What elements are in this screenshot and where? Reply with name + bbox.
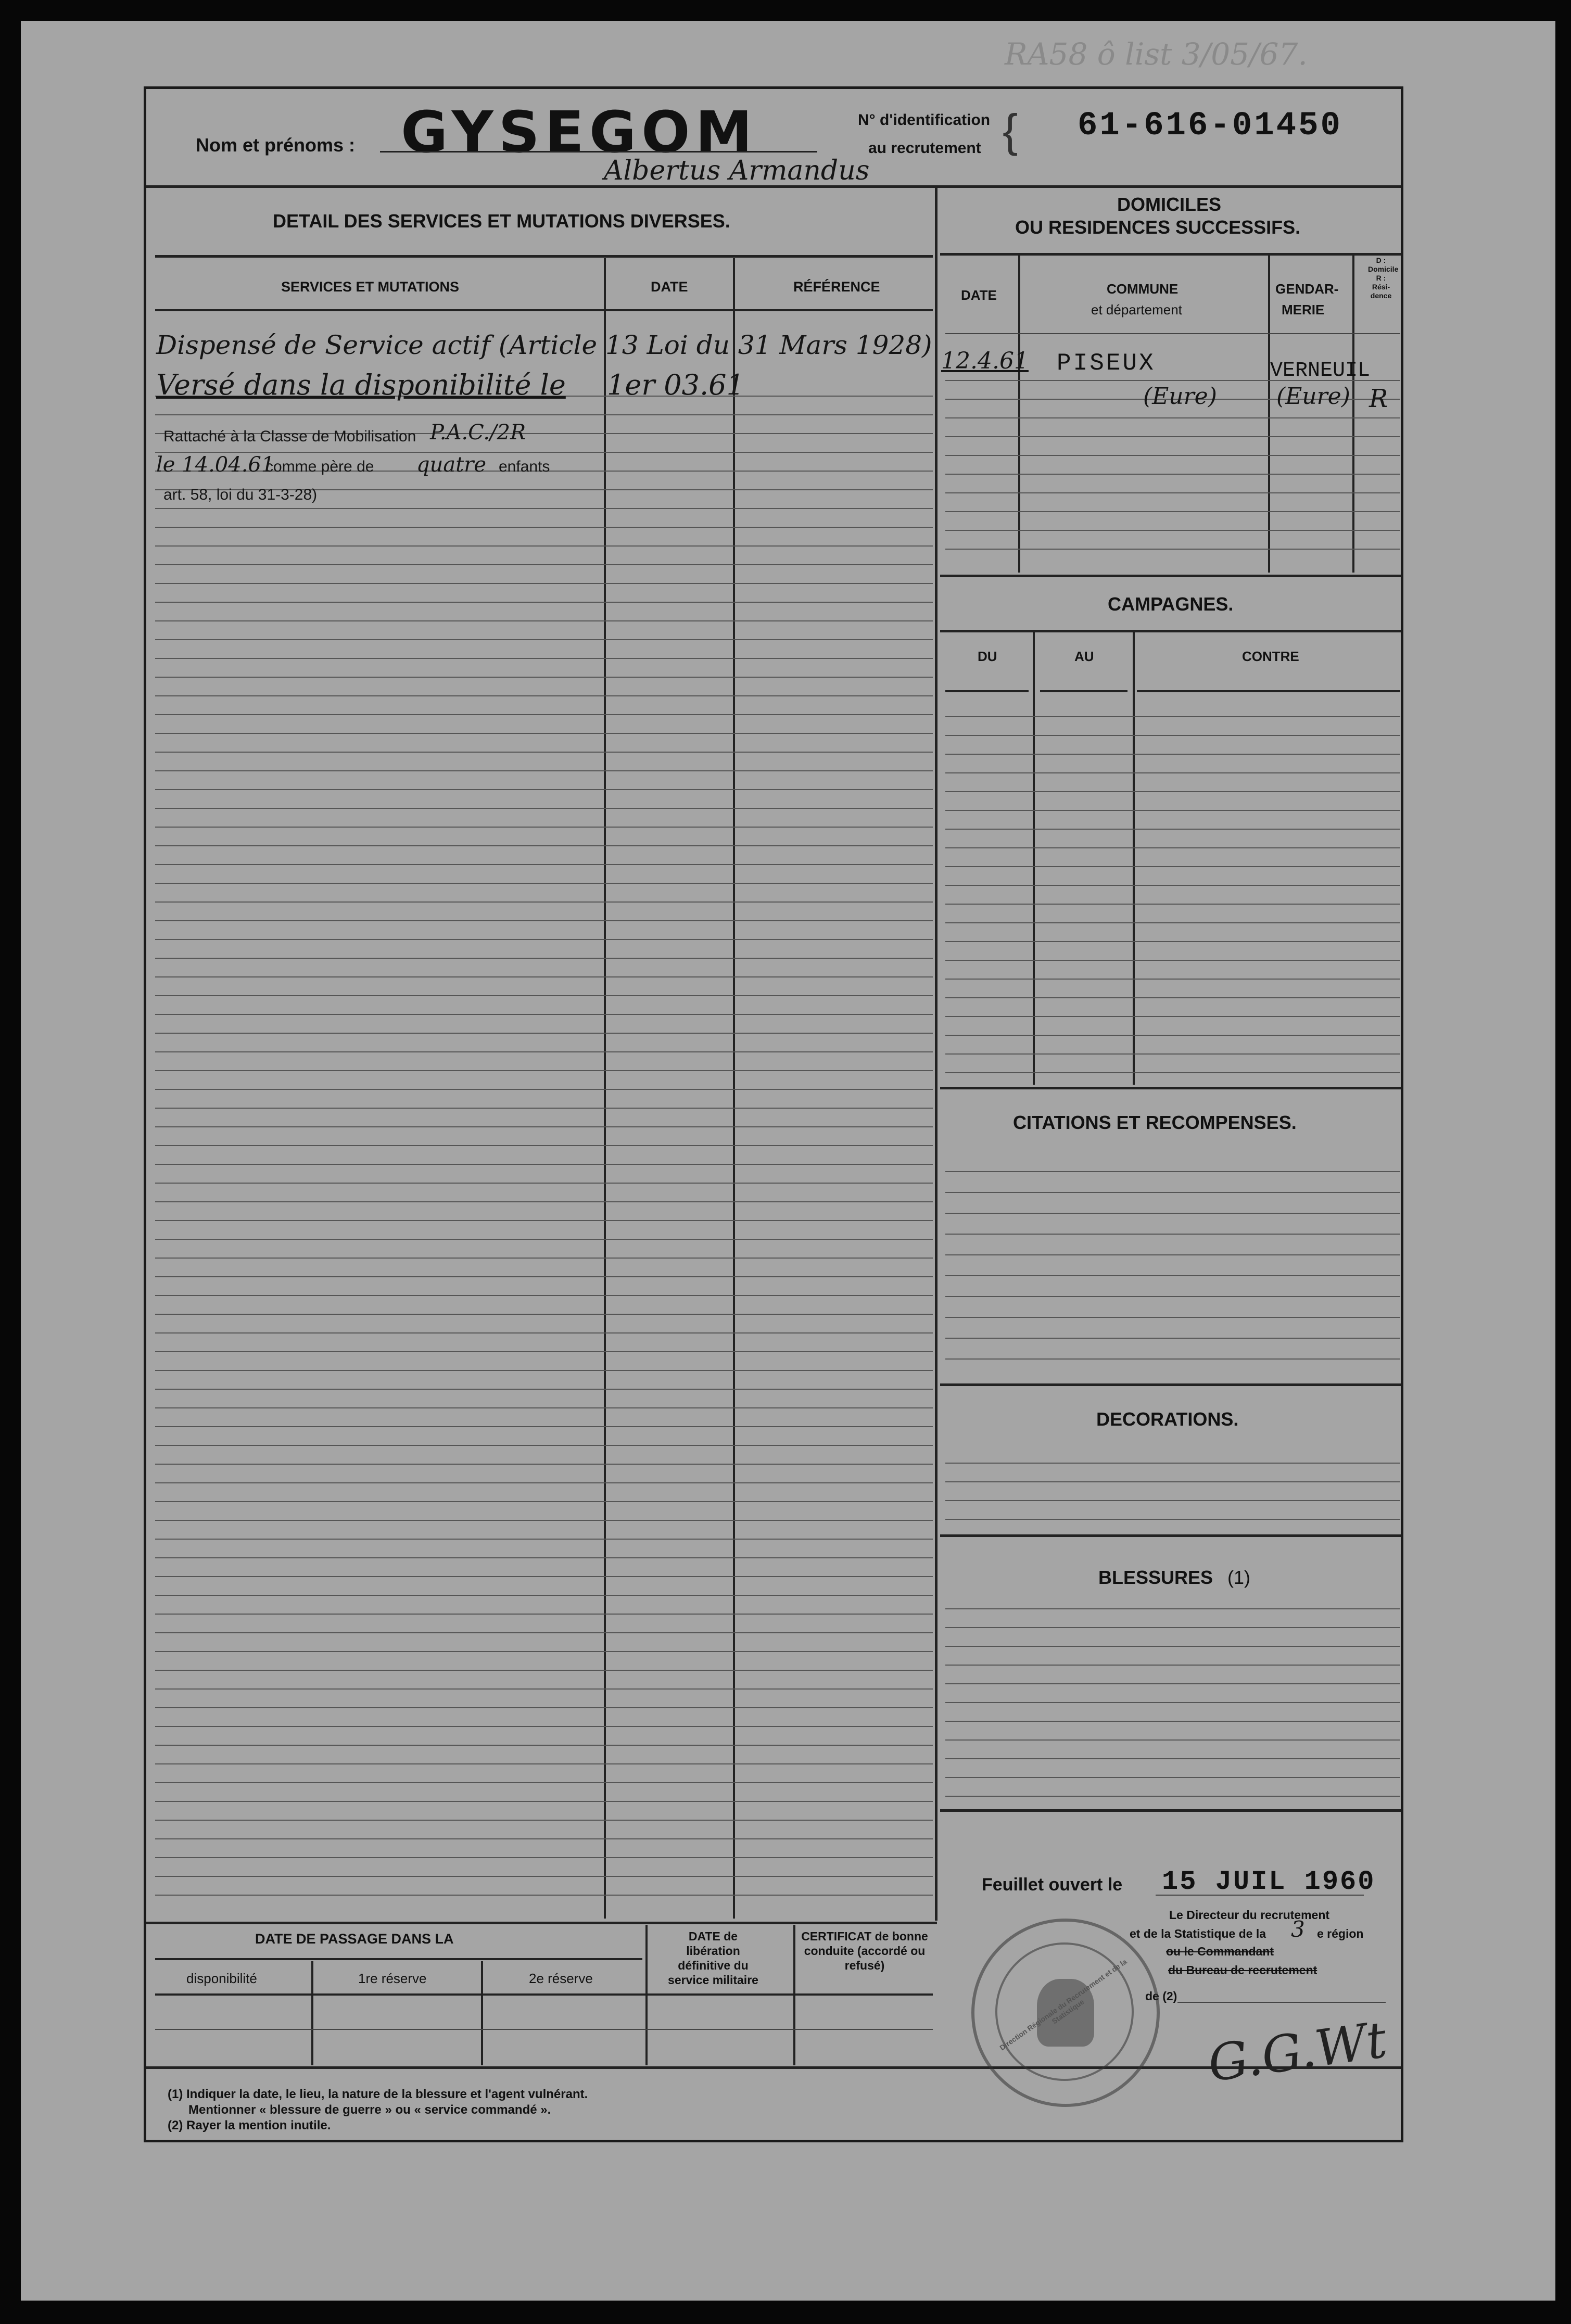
- ruled-line: [945, 960, 1400, 961]
- ruled-line: [945, 754, 1400, 755]
- given-names: Albertus Armandus: [604, 155, 870, 186]
- ruled-line: [155, 1745, 933, 1746]
- ruled-line: [155, 1389, 933, 1390]
- service-entry-4-word: quatre: [416, 453, 487, 477]
- col-du: DU: [978, 649, 997, 664]
- ruled-line: [155, 1876, 933, 1877]
- feuillet-label: Feuillet ouvert le: [982, 1875, 1123, 1895]
- service-entry-4-text: comme père de: [265, 458, 374, 475]
- dom-col-divider-3: [1352, 255, 1354, 573]
- ruled-line: [155, 1332, 933, 1334]
- ruled-line: [155, 1688, 933, 1690]
- dom-row-commune: PISEUX: [1057, 350, 1156, 377]
- directeur-line-1: Le Directeur du recrutement: [1169, 1908, 1330, 1922]
- dom-row-dr: R: [1369, 384, 1388, 413]
- ruled-line: [945, 1072, 1400, 1073]
- camp-header-rule-1: [945, 690, 1029, 692]
- brace-icon: {: [1003, 105, 1020, 156]
- blessures-title: BLESSURES: [1098, 1567, 1213, 1588]
- decorations-title: DECORATIONS.: [1096, 1408, 1239, 1430]
- ruled-line: [155, 639, 933, 640]
- ruled-line: [945, 1053, 1400, 1055]
- service-entry-1: Dispensé de Service actif (Article 13 Loi du 31 Mars 1928): [156, 330, 932, 360]
- ruled-line: [155, 1314, 933, 1315]
- ruled-line: [945, 904, 1400, 905]
- ruled-line: [155, 658, 933, 659]
- decorations-top-rule: [940, 1383, 1401, 1386]
- signature: G.G.Wt: [1204, 2010, 1390, 2093]
- ruled-line: [155, 1426, 933, 1427]
- service-entry-3-label: Rattaché à la Classe de Mobilisation: [163, 428, 416, 445]
- ruled-line: [945, 417, 1400, 418]
- domiciles-title-1: DOMICILES: [1117, 194, 1222, 215]
- bt-col-divider-4: [481, 1961, 483, 2065]
- ruled-line: [945, 1254, 1400, 1255]
- directeur-underline: [1177, 2002, 1386, 2003]
- id-number: 61-616-01450: [1078, 107, 1342, 145]
- service-entry-4-date: le 14.04.61: [156, 453, 275, 477]
- ruled-line: [155, 1895, 933, 1896]
- feuillet-underline: [1156, 1895, 1364, 1896]
- dom-col-divider-1: [1018, 255, 1020, 573]
- ruled-line: [155, 1501, 933, 1502]
- col-commune-sub: et département: [1091, 302, 1182, 318]
- ruled-line: [945, 1275, 1400, 1276]
- dom-row-gendarmerie: VERNEUIL: [1270, 359, 1371, 383]
- ruled-line: [945, 1627, 1400, 1628]
- feuillet-date: 15 JUIL 1960: [1162, 1866, 1376, 1897]
- bt-row-rule: [155, 2029, 933, 2030]
- ruled-line: [945, 1481, 1400, 1482]
- dom-col-divider-2: [1268, 255, 1270, 573]
- ruled-line: [155, 1557, 933, 1558]
- ruled-line: [155, 1258, 933, 1259]
- ruled-line: [945, 530, 1400, 531]
- name-underline: [380, 151, 817, 153]
- ruled-line: [155, 1220, 933, 1221]
- ruled-line: [155, 1351, 933, 1352]
- stamp-text: Direction Régionale du Recrutement et de la Statistique: [998, 1957, 1129, 2052]
- citations-top-rule: [940, 1087, 1401, 1089]
- col-2e-reserve: 2e réserve: [529, 1971, 593, 1986]
- ruled-line: [945, 847, 1400, 848]
- ruled-line: [155, 845, 933, 846]
- ruled-line: [945, 1192, 1400, 1193]
- ruled-line: [155, 752, 933, 753]
- ruled-line: [155, 1164, 933, 1165]
- ruled-line: [155, 1239, 933, 1240]
- footnote-1b: Mentionner « blessure de guerre » ou « service commandé ».: [188, 2103, 551, 2117]
- ruled-line: [155, 583, 933, 584]
- ruled-line: [945, 549, 1400, 550]
- col-date: DATE: [651, 279, 688, 295]
- ruled-line: [945, 474, 1400, 475]
- id-label-1: N° d'identification: [858, 111, 991, 129]
- ruled-line: [155, 1782, 933, 1783]
- dom-row-gendarmerie-dept: (Eure): [1276, 383, 1350, 410]
- ruled-line: [155, 508, 933, 509]
- ruled-line: [945, 716, 1400, 717]
- ruled-line: [155, 1482, 933, 1483]
- ruled-line: [155, 602, 933, 603]
- blessures-top-rule: [940, 1534, 1401, 1537]
- domiciles-title-2: OU RESIDENCES SUCCESSIFS.: [1015, 217, 1301, 238]
- ruled-line: [945, 1739, 1400, 1741]
- directeur-line-5: de (2): [1145, 1989, 1177, 2003]
- ruled-line: [945, 1608, 1400, 1609]
- ruled-line: [945, 1777, 1400, 1778]
- ruled-line: [945, 1463, 1400, 1464]
- ruled-line: [155, 939, 933, 940]
- camp-header-rule-3: [1137, 690, 1400, 692]
- service-entry-3-value: P.A.C./2R: [430, 421, 526, 445]
- ruled-line: [155, 827, 933, 828]
- ruled-line: [155, 958, 933, 959]
- col-dom-date: DATE: [961, 287, 997, 303]
- service-entry-2-date: 1er 03.61: [607, 369, 744, 401]
- ruled-line: [945, 511, 1400, 512]
- ruled-line: [155, 1838, 933, 1839]
- citations-title: CITATIONS ET RECOMPENSES.: [1013, 1112, 1297, 1133]
- ruled-line: [945, 979, 1400, 980]
- ruled-line: [155, 1857, 933, 1858]
- ruled-line: [945, 1758, 1400, 1759]
- ruled-line: [945, 997, 1400, 998]
- ruled-line: [945, 922, 1400, 923]
- id-label-2: au recrutement: [868, 139, 981, 157]
- ruled-line: [155, 995, 933, 996]
- ruled-line: [155, 1614, 933, 1615]
- ruled-line: [155, 414, 933, 415]
- ruled-line: [155, 1801, 933, 1802]
- ruled-line: [945, 791, 1400, 792]
- ruled-line: [155, 545, 933, 547]
- ruled-line: [945, 810, 1400, 811]
- ruled-line: [155, 1407, 933, 1408]
- dom-header-rule: [945, 333, 1400, 334]
- ruled-line: [945, 1646, 1400, 1647]
- ruled-line: [945, 1016, 1400, 1017]
- ruled-line: [155, 1595, 933, 1596]
- ruled-line: [155, 1089, 933, 1090]
- col-1re-reserve: 1re réserve: [358, 1971, 427, 1986]
- ruled-line: [155, 677, 933, 678]
- surname: GYSEGOM: [401, 99, 758, 166]
- passage-title: DATE DE PASSAGE DANS LA: [255, 1931, 454, 1947]
- ruled-line: [155, 1126, 933, 1127]
- ruled-line: [155, 1183, 933, 1184]
- ruled-line: [945, 1665, 1400, 1666]
- ruled-line: [155, 714, 933, 715]
- ruled-line: [945, 866, 1400, 867]
- ruled-line: [945, 941, 1400, 942]
- directeur-line-2b: e région: [1317, 1927, 1364, 1940]
- ruled-line: [155, 733, 933, 734]
- ruled-line: [945, 1234, 1400, 1235]
- ruled-line: [155, 1539, 933, 1540]
- ruled-line: [155, 1276, 933, 1277]
- ruled-line: [155, 1201, 933, 1202]
- ruled-line: [155, 695, 933, 696]
- ruled-line: [155, 1295, 933, 1296]
- ruled-line: [945, 1683, 1400, 1684]
- ruled-line: [155, 864, 933, 865]
- bt-header-rule: [155, 1993, 933, 1996]
- ruled-line: [945, 436, 1400, 437]
- col-liberation: DATE de libération définitive du service militaire: [668, 1929, 758, 1987]
- ruled-line: [155, 1464, 933, 1465]
- ruled-line: [945, 735, 1400, 736]
- ruled-line: [155, 1145, 933, 1146]
- ruled-line: [155, 1651, 933, 1652]
- footnote-2: (2) Rayer la mention inutile.: [168, 2118, 331, 2132]
- col-contre: CONTRE: [1242, 649, 1299, 664]
- ruled-line: [155, 1520, 933, 1521]
- domiciles-title-rule: [940, 253, 1401, 256]
- services-header-rule: [155, 309, 933, 311]
- bottom-table-top-rule: [146, 1922, 937, 1924]
- ruled-line: [155, 1370, 933, 1371]
- ruled-line: [945, 1796, 1400, 1797]
- col-gendarmerie-1: GENDAR-: [1275, 281, 1339, 297]
- ruled-line: [945, 885, 1400, 886]
- ruled-line: [155, 1108, 933, 1109]
- name-label: Nom et prénoms :: [196, 134, 356, 156]
- services-title-rule: [155, 255, 933, 258]
- ruled-line: [155, 808, 933, 809]
- ruled-line: [945, 492, 1400, 493]
- ruled-line: [155, 1763, 933, 1764]
- ruled-line: [155, 1820, 933, 1821]
- ruled-line: [155, 1445, 933, 1446]
- ruled-line: [155, 1670, 933, 1671]
- region-number: 3: [1291, 1916, 1305, 1942]
- blessures-note-ref: (1): [1227, 1567, 1250, 1588]
- dom-row-date: 12.4.61: [941, 348, 1029, 374]
- ruled-line: [945, 455, 1400, 456]
- ruled-line: [155, 789, 933, 790]
- ruled-line: [945, 1213, 1400, 1214]
- ruled-line: [945, 1702, 1400, 1703]
- blessures-bottom-rule: [940, 1809, 1401, 1812]
- ruled-line: [155, 920, 933, 921]
- ruled-line: [945, 772, 1400, 773]
- ruled-line: [155, 620, 933, 621]
- ruled-line: [945, 1721, 1400, 1722]
- camp-header-rule-2: [1040, 690, 1127, 692]
- service-entry-2-text: Versé dans la disponibilité le: [156, 369, 566, 401]
- service-entry-4-end: enfants: [499, 458, 550, 475]
- ruled-line: [155, 1576, 933, 1577]
- directeur-line-2a: et de la Statistique de la: [1130, 1927, 1266, 1940]
- directeur-line-4: du Bureau de recrutement: [1168, 1963, 1317, 1977]
- campagnes-title-rule: [940, 630, 1401, 632]
- ruled-line: [155, 1707, 933, 1708]
- header-divider: [146, 185, 1401, 188]
- ruled-line: [155, 1033, 933, 1034]
- ruled-line: [945, 1171, 1400, 1172]
- ruled-line: [155, 1632, 933, 1633]
- service-entry-5: art. 58, loi du 31-3-28): [163, 486, 318, 503]
- col-domicile-residence: D : Domicile R : Rési- dence: [1368, 256, 1399, 300]
- passage-title-rule: [155, 1958, 642, 1960]
- ruled-line: [945, 1296, 1400, 1297]
- center-divider: [935, 187, 937, 1921]
- ruled-line: [945, 1358, 1400, 1360]
- ruled-line: [155, 976, 933, 977]
- col-commune: COMMUNE: [1107, 281, 1179, 297]
- campagnes-title: CAMPAGNES.: [1108, 593, 1234, 615]
- ruled-line: [155, 1070, 933, 1071]
- ruled-line: [155, 1726, 933, 1727]
- ruled-line: [155, 901, 933, 903]
- col-gendarmerie-2: MERIE: [1282, 302, 1325, 318]
- ruled-line: [945, 1500, 1400, 1501]
- footnote-1: (1) Indiquer la date, le lieu, la nature de la blessure et l'agent vulnérant.: [168, 2087, 588, 2101]
- ruled-line: [155, 1051, 933, 1052]
- ruled-line: [155, 564, 933, 565]
- col-reference: RÉFÉRENCE: [793, 279, 880, 295]
- ruled-line: [155, 883, 933, 884]
- col-disponibilite: disponibilité: [186, 1971, 257, 1986]
- directeur-line-3: ou le Commandant: [1166, 1945, 1274, 1958]
- archive-reference: RA58 ô list 3/05/67.: [1005, 36, 1308, 72]
- ruled-line: [945, 1035, 1400, 1036]
- bt-col-divider-3: [311, 1961, 313, 2065]
- col-certificat: CERTIFICAT de bonne conduite (accordé ou refusé): [801, 1929, 928, 1972]
- dom-row-departement: (Eure): [1143, 383, 1217, 410]
- ruled-line: [945, 829, 1400, 830]
- col-au: AU: [1074, 649, 1094, 664]
- ruled-line: [945, 1338, 1400, 1339]
- col-services-mutations: SERVICES ET MUTATIONS: [281, 279, 460, 295]
- campagnes-top-rule: [940, 575, 1401, 577]
- official-stamp: [971, 1919, 1160, 2107]
- ruled-line: [155, 770, 933, 771]
- ruled-line: [945, 1317, 1400, 1318]
- services-title: DETAIL DES SERVICES ET MUTATIONS DIVERSES.: [273, 210, 730, 232]
- ruled-line: [945, 1519, 1400, 1520]
- ruled-line: [155, 527, 933, 528]
- ruled-line: [155, 1014, 933, 1015]
